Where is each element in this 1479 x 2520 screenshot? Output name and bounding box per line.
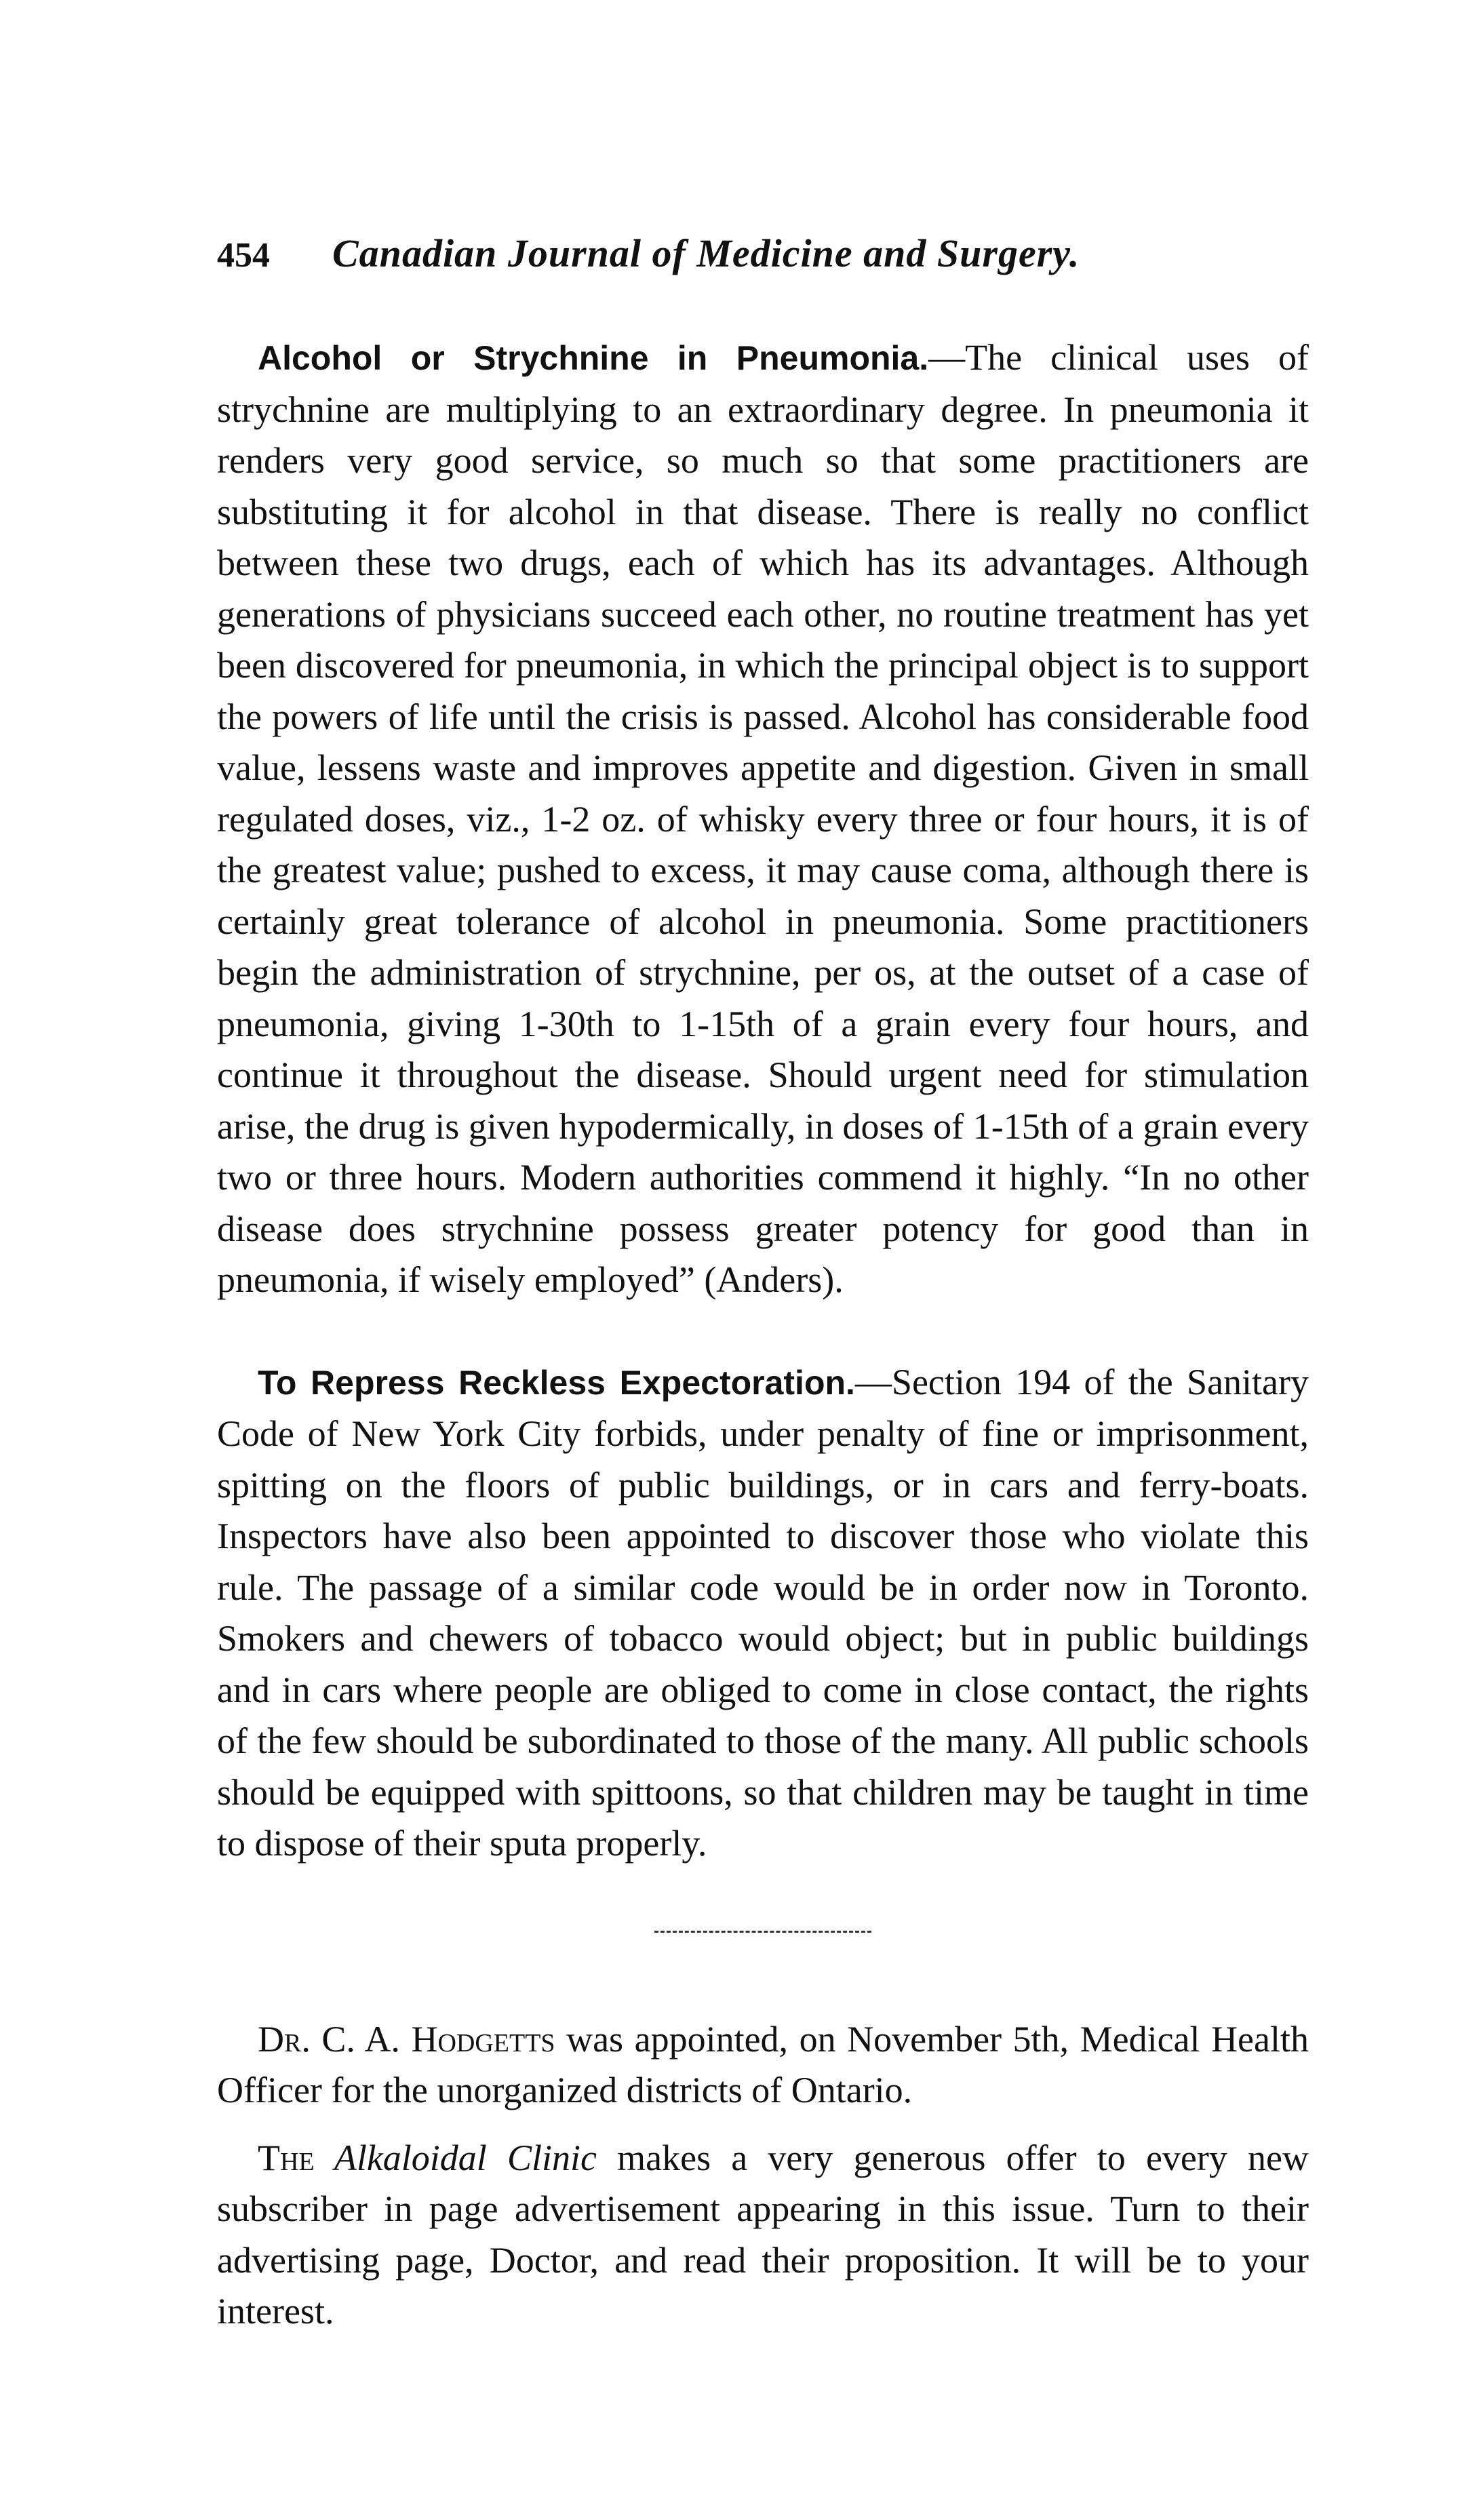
article-body: —The clinical uses of strychnine are multiplying to an extraordinary degree. In pneumonia it renders very good service, so much so that some practitioners are substituting it for alcohol in that disease. There is really no conflict between these two drugs, each of which has its advantages. Although generations of physicians succeed each other, no routine treatment has yet been discovered for pneumonia, in which the principal object is to support the powers of life until the crisis is passed. Alcohol has considerable food value, lessens waste and improves appetite and digestion. Given in small regulated doses, viz., 1-2 oz. of whisky every three or four hours, it is of the greatest value; pushed to excess, it may cause coma, although there is certainly great tolerance of alcohol in pneumonia. Some practitioners begin the administration of strychnine, per os, at the outset of a case of pneumonia, giving 1-30th to 1-15th of a grain every four hours, and continue it throughout the disease. Should urgent need for stimulation arise, the drug is given hypodermically, in doses of 1-15th of a grain every two or three hours. Modern authorities commend it highly. “In no other disease does strychnine possess greater potency for good than in pneumonia, if wisely employed” (Anders). [217,337,1309,1300]
page-number: 454 [217,236,270,275]
note-lead: The [258,2137,315,2178]
note-lead: Dr. C. A. Hodgetts [258,2018,555,2060]
article-heading: Alcohol or Strychnine in Pneumonia. [258,339,929,377]
article-body: —Section 194 of the Sanitary Code of New York City forbids, under penalty of fine or imprisonment, spitting on the floors of public buildings, or in cars and ferry-boats. Inspectors have also been appointed to discover those who violate this rule. The passage of a similar code would be in order now in Toronto. Smokers and chewers of tobacco would object; but in public buildings and in cars where people are obliged to come in close contact, the rights of the few should be subordinated to those of the many. All public schools should be equipped with spittoons, so that children may be taught in time to dispose of their sputa properly. [217,1361,1309,1864]
article-reckless-expectoration [217,1357,1309,1870]
section-divider [654,1931,871,1933]
note-body: was appointed, on November 5th, Medical Health Officer for the unorganized districts of Ontario. [217,2018,1309,2110]
note-hodgetts [217,2014,1309,2117]
paragraph-spacer [217,1306,1309,1357]
running-title: Canadian Journal of Medicine and Surgery. [332,231,1080,275]
publication-title: Alkaloidal Clinic [314,2137,597,2178]
article-heading: To Repress Reckless Expectoration. [258,1363,855,1402]
journal-page [217,231,1309,2338]
article-alcohol-strychnine [217,332,1309,1306]
note-body: makes a very generous offer to every new subscriber in page advertisement appearing in this issue. Turn to their advertising page, Doctor, and read their proposition. It will be to your interest. [217,2137,1309,2331]
note-alkaloidal-clinic [217,2133,1309,2338]
page-header [217,231,1309,292]
